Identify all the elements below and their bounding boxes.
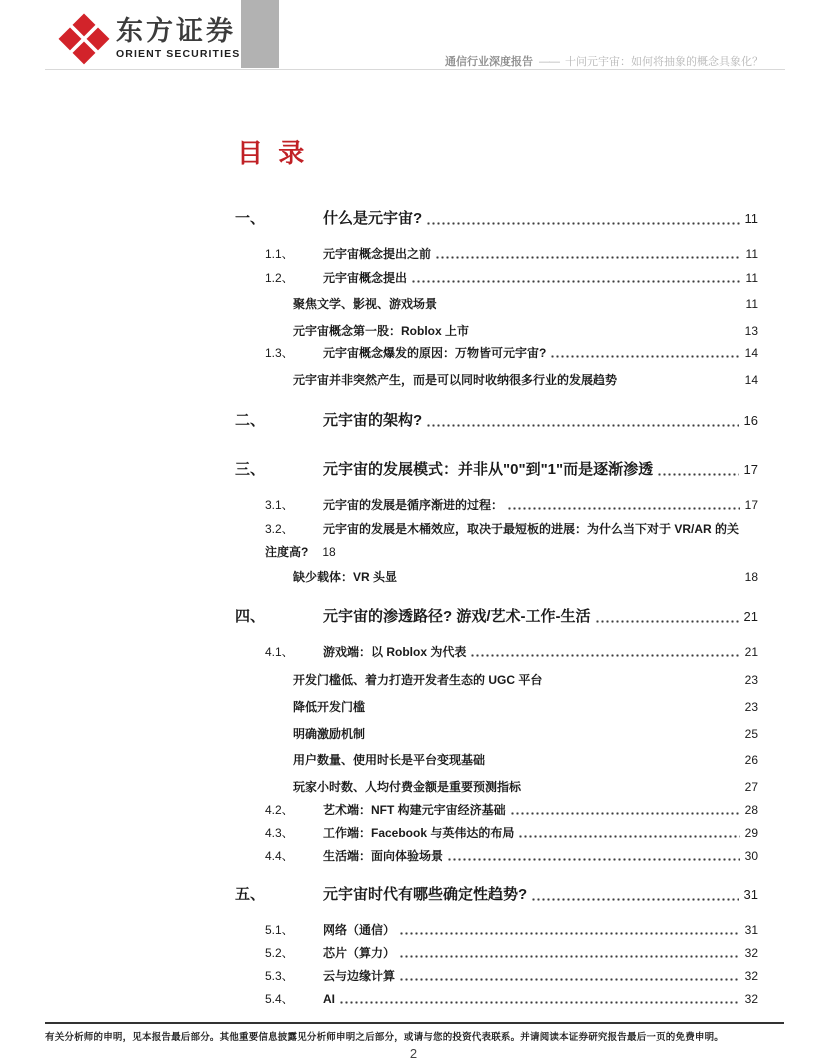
- toc-entry-page: 14: [744, 346, 758, 360]
- toc-entry-page: 11: [745, 247, 758, 261]
- toc-entry-page: 25: [744, 727, 758, 741]
- toc-entry-item[interactable]: [235, 779, 758, 796]
- toc-entry-number: 4.1、: [265, 645, 294, 659]
- dot-leader: [399, 931, 740, 936]
- toc-entry-page: 27: [744, 780, 758, 794]
- toc-entry-page: 23: [744, 673, 758, 687]
- toc-entry-5-1[interactable]: [235, 922, 758, 939]
- toc-entry-page: 28: [744, 803, 758, 817]
- toc-entry-item[interactable]: [235, 726, 758, 743]
- toc-entry-page: 21: [743, 609, 758, 624]
- dot-leader: [657, 472, 738, 477]
- toc-entry-chapter-1[interactable]: [235, 209, 758, 229]
- toc-entry-item[interactable]: [235, 296, 758, 313]
- dot-leader: [411, 279, 741, 284]
- toc-entry-3-2[interactable]: [235, 521, 758, 561]
- toc-entry-page: 31: [744, 923, 758, 937]
- toc-entry-page: 29: [744, 826, 758, 840]
- toc-entry-title: 元宇宙概念提出之前: [323, 247, 432, 261]
- toc-entry-number: 5.1、: [265, 923, 294, 937]
- page-number: 2: [409, 1046, 418, 1061]
- toc-entry-title: 元宇宙概念爆发的原因：万物皆可元宇宙?: [323, 346, 547, 360]
- toc-entry-title: 聚焦文学、影视、游戏场景: [293, 297, 438, 311]
- toc-entry-title: 元宇宙概念第一股：Roblox 上市: [293, 324, 469, 338]
- footer-divider: [45, 1022, 784, 1024]
- logo-text: [116, 16, 240, 59]
- toc-entry-title: 艺术端：NFT 构建元宇宙经济基础: [323, 803, 506, 817]
- toc-entry-title: 降低开发门槛: [293, 700, 366, 714]
- toc-entry-title: 游戏端：以 Roblox 为代表: [323, 645, 467, 659]
- toc-entry-chapter-3[interactable]: [235, 460, 758, 480]
- toc-entry-4-2[interactable]: [235, 802, 758, 819]
- toc-entry-item[interactable]: [235, 672, 758, 689]
- toc-entry-page: 30: [744, 849, 758, 863]
- logo-english-name: ORIENT SECURITIES: [116, 47, 241, 60]
- toc-entry-page: 32: [744, 992, 758, 1006]
- toc-entry-chapter-2[interactable]: [235, 411, 758, 431]
- toc-entry-page: 18: [322, 545, 336, 559]
- orient-securities-logo: [57, 10, 240, 66]
- toc-entry-item[interactable]: [235, 752, 758, 769]
- toc-entry-title: 元宇宙的架构?: [323, 412, 423, 429]
- toc-entry-1-3[interactable]: [235, 345, 758, 362]
- table-of-contents: [235, 209, 758, 1008]
- dot-leader: [518, 834, 739, 839]
- toc-entry-title-line2: 注度高?: [265, 545, 309, 559]
- toc-entry-page: 26: [744, 753, 758, 767]
- toc-entry-title: 元宇宙的发展是循序渐进的过程：: [323, 498, 504, 512]
- toc-entry-title: 什么是元宇宙?: [323, 210, 423, 227]
- toc-entry-4-4[interactable]: [235, 848, 758, 865]
- toc-entry-4-3[interactable]: [235, 825, 758, 842]
- toc-entry-page: 11: [744, 211, 758, 226]
- toc-entry-1-2[interactable]: [235, 270, 758, 287]
- toc-entry-number: 4.3、: [265, 826, 294, 840]
- header-dash: ——: [539, 56, 559, 68]
- toc-entry-number: 五、: [235, 886, 266, 903]
- toc-entry-number: 1.1、: [265, 247, 294, 261]
- toc-entry-title: 网络（通信）: [323, 923, 396, 937]
- toc-entry-page: 11: [745, 297, 758, 311]
- toc-entry-number: 3.2、: [265, 522, 294, 536]
- toc-entry-number: 一、: [235, 210, 266, 227]
- toc-entry-page: 13: [744, 324, 758, 338]
- toc-entry-item[interactable]: [235, 699, 758, 716]
- toc-entry-title: 玩家小时数、人均付费金额是重要预测指标: [293, 780, 522, 794]
- toc-entry-1-1[interactable]: [235, 246, 758, 263]
- toc-entry-title: 元宇宙时代有哪些确定性趋势?: [323, 886, 528, 903]
- header-report-info: [445, 53, 763, 69]
- toc-entry-item[interactable]: [235, 323, 758, 340]
- toc-entry-page: 17: [743, 462, 758, 477]
- toc-entry-number: 3.1、: [265, 498, 294, 512]
- toc-entry-title: 元宇宙概念提出: [323, 271, 408, 285]
- dot-leader: [531, 897, 738, 902]
- toc-entry-title: 云与边缘计算: [323, 969, 396, 983]
- toc-entry-page: 21: [744, 645, 758, 659]
- toc-entry-item[interactable]: [235, 372, 758, 389]
- toc-entry-number: 5.4、: [265, 992, 294, 1006]
- dot-leader: [399, 954, 740, 959]
- toc-entry-page: 16: [743, 413, 758, 428]
- dot-leader: [426, 221, 739, 226]
- toc-entry-chapter-4[interactable]: [235, 607, 758, 627]
- dot-leader: [550, 354, 739, 359]
- toc-entry-title: 芯片（算力）: [323, 946, 396, 960]
- toc-entry-title: 用户数量、使用时长是平台变现基础: [293, 753, 486, 767]
- toc-entry-page: 18: [744, 570, 758, 584]
- toc-entry-item[interactable]: [235, 569, 758, 586]
- toc-entry-title: 开发门槛低、着力打造开发者生态的 UGC 平台: [293, 673, 543, 687]
- header-divider: [45, 69, 785, 70]
- toc-entry-page: 17: [744, 498, 758, 512]
- toc-entry-number: 1.2、: [265, 271, 294, 285]
- page-title: 目 录: [237, 138, 305, 168]
- toc-entry-title: AI: [323, 992, 335, 1006]
- toc-entry-title: 缺少载体：VR 头显: [293, 570, 398, 584]
- toc-entry-5-4[interactable]: [235, 991, 758, 1008]
- toc-entry-5-2[interactable]: [235, 945, 758, 962]
- toc-entry-chapter-5[interactable]: [235, 885, 758, 905]
- toc-entry-page: 23: [744, 700, 758, 714]
- footer-disclaimer: 有关分析师的申明，见本报告最后部分。其他重要信息披露见分析师申明之后部分，或请与您的投资代表联系。并请阅读本证券研究报告最后一页的免费申明。: [45, 1032, 725, 1043]
- dot-leader: [595, 619, 739, 624]
- toc-entry-title-line1: 元宇宙的发展是木桶效应，取决于最短板的进展：为什么当下对于 VR/AR 的关: [323, 522, 740, 536]
- toc-entry-number: 1.3、: [265, 346, 294, 360]
- dot-leader: [399, 977, 740, 982]
- toc-entry-page: 32: [744, 946, 758, 960]
- toc-entry-number: 4.4、: [265, 849, 294, 863]
- header-gray-bar: [241, 0, 279, 68]
- report-type-label: 通信行业深度报告: [445, 56, 533, 68]
- dot-leader: [510, 811, 740, 816]
- toc-entry-title: 元宇宙并非突然产生，而是可以同时收纳很多行业的发展趋势: [293, 373, 618, 387]
- toc-entry-page: 32: [744, 969, 758, 983]
- toc-entry-number: 5.3、: [265, 969, 294, 983]
- toc-entry-number: 4.2、: [265, 803, 294, 817]
- toc-entry-title: 明确激励机制: [293, 727, 366, 741]
- toc-entry-5-3[interactable]: [235, 968, 758, 985]
- toc-entry-number: 四、: [235, 608, 266, 625]
- toc-entry-title: 元宇宙的渗透路径? 游戏/艺术-工作-生活: [323, 608, 591, 625]
- dot-leader: [426, 423, 738, 428]
- toc-entry-3-1[interactable]: [235, 497, 758, 514]
- dot-leader: [447, 857, 740, 862]
- toc-entry-number: 二、: [235, 412, 266, 429]
- dot-leader: [339, 1000, 740, 1005]
- toc-entry-title: 元宇宙的发展模式：并非从"0"到"1"而是逐渐渗透: [323, 461, 654, 478]
- toc-entry-number: 三、: [235, 461, 266, 478]
- dot-leader: [507, 506, 740, 511]
- toc-entry-page: 14: [744, 373, 758, 387]
- toc-entry-title: 生活端：面向体验场景: [323, 849, 444, 863]
- diamond-logo-icon: [57, 10, 111, 66]
- toc-entry-4-1[interactable]: [235, 644, 758, 661]
- logo-chinese-name: 东方证券: [116, 16, 236, 47]
- toc-entry-page: 31: [743, 887, 758, 902]
- toc-entry-page: 11: [745, 271, 758, 285]
- dot-leader: [470, 653, 739, 658]
- dot-leader: [435, 255, 741, 260]
- toc-entry-title: 工作端：Facebook 与英伟达的布局: [323, 826, 515, 840]
- toc-entry-number: 5.2、: [265, 946, 294, 960]
- report-title-label: 十问元宇宙：如何将抽象的概念具象化？: [565, 56, 763, 68]
